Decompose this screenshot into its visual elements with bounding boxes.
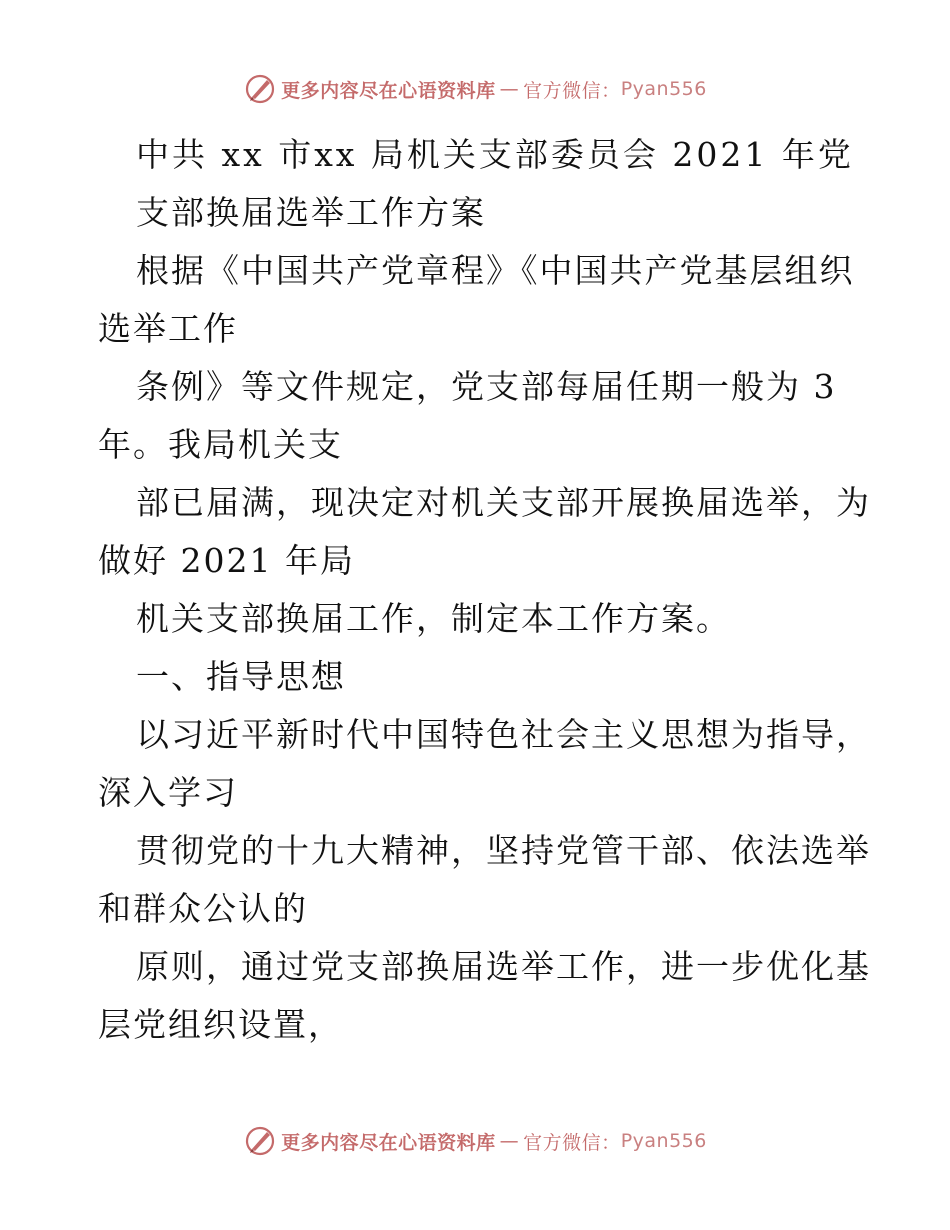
paragraph-line: 深入学习 xyxy=(98,773,238,812)
paragraph-line: 贯彻党的十九大精神，坚持党管干部、依法选举 xyxy=(136,831,871,870)
paragraph-line: 年。我局机关支 xyxy=(98,425,343,464)
banner-main-text: 更多内容尽在心语资料库 xyxy=(281,79,496,102)
paragraph-line: 条例》等文件规定，党支部每届任期一般为 3 xyxy=(136,367,837,406)
banner-wechat-label: 官方微信： xyxy=(523,79,621,102)
quill-pen-logo-icon xyxy=(243,72,277,106)
banner-separator: — xyxy=(499,1130,520,1152)
paragraph-line: 和群众公认的 xyxy=(98,889,308,928)
banner-main-text: 更多内容尽在心语资料库 xyxy=(281,1131,496,1154)
banner-separator: — xyxy=(499,78,520,100)
paragraph-line: 机关支部换届工作，制定本工作方案。 xyxy=(136,599,731,638)
paragraph-line: 以习近平新时代中国特色社会主义思想为指导， xyxy=(136,715,871,754)
document-title-line-2: 支部换届选举工作方案 xyxy=(136,193,486,232)
banner-wechat-id: Pyan556 xyxy=(620,78,707,100)
section-heading: 一、指导思想 xyxy=(136,657,346,696)
paragraph-line: 层党组织设置， xyxy=(98,1005,343,1044)
header-banner xyxy=(0,72,950,106)
paragraph-line: 部已届满，现决定对机关支部开展换届选举，为 xyxy=(136,483,871,522)
paragraph-line: 选举工作 xyxy=(98,309,238,348)
banner-wechat-id: Pyan556 xyxy=(620,1130,707,1152)
paragraph-line: 原则，通过党支部换届选举工作，进一步优化基 xyxy=(136,947,871,986)
quill-pen-logo-icon xyxy=(243,1124,277,1158)
document-title-line-1: 中共 xx 市xx 局机关支部委员会 2021 年党 xyxy=(136,135,854,174)
document-body xyxy=(98,126,871,1054)
banner-wechat-label: 官方微信： xyxy=(523,1131,621,1154)
paragraph-line: 做好 2021 年局 xyxy=(98,541,355,580)
footer-banner xyxy=(0,1124,950,1158)
paragraph-line: 根据《中国共产党章程》《中国共产党基层组织 xyxy=(136,251,855,290)
